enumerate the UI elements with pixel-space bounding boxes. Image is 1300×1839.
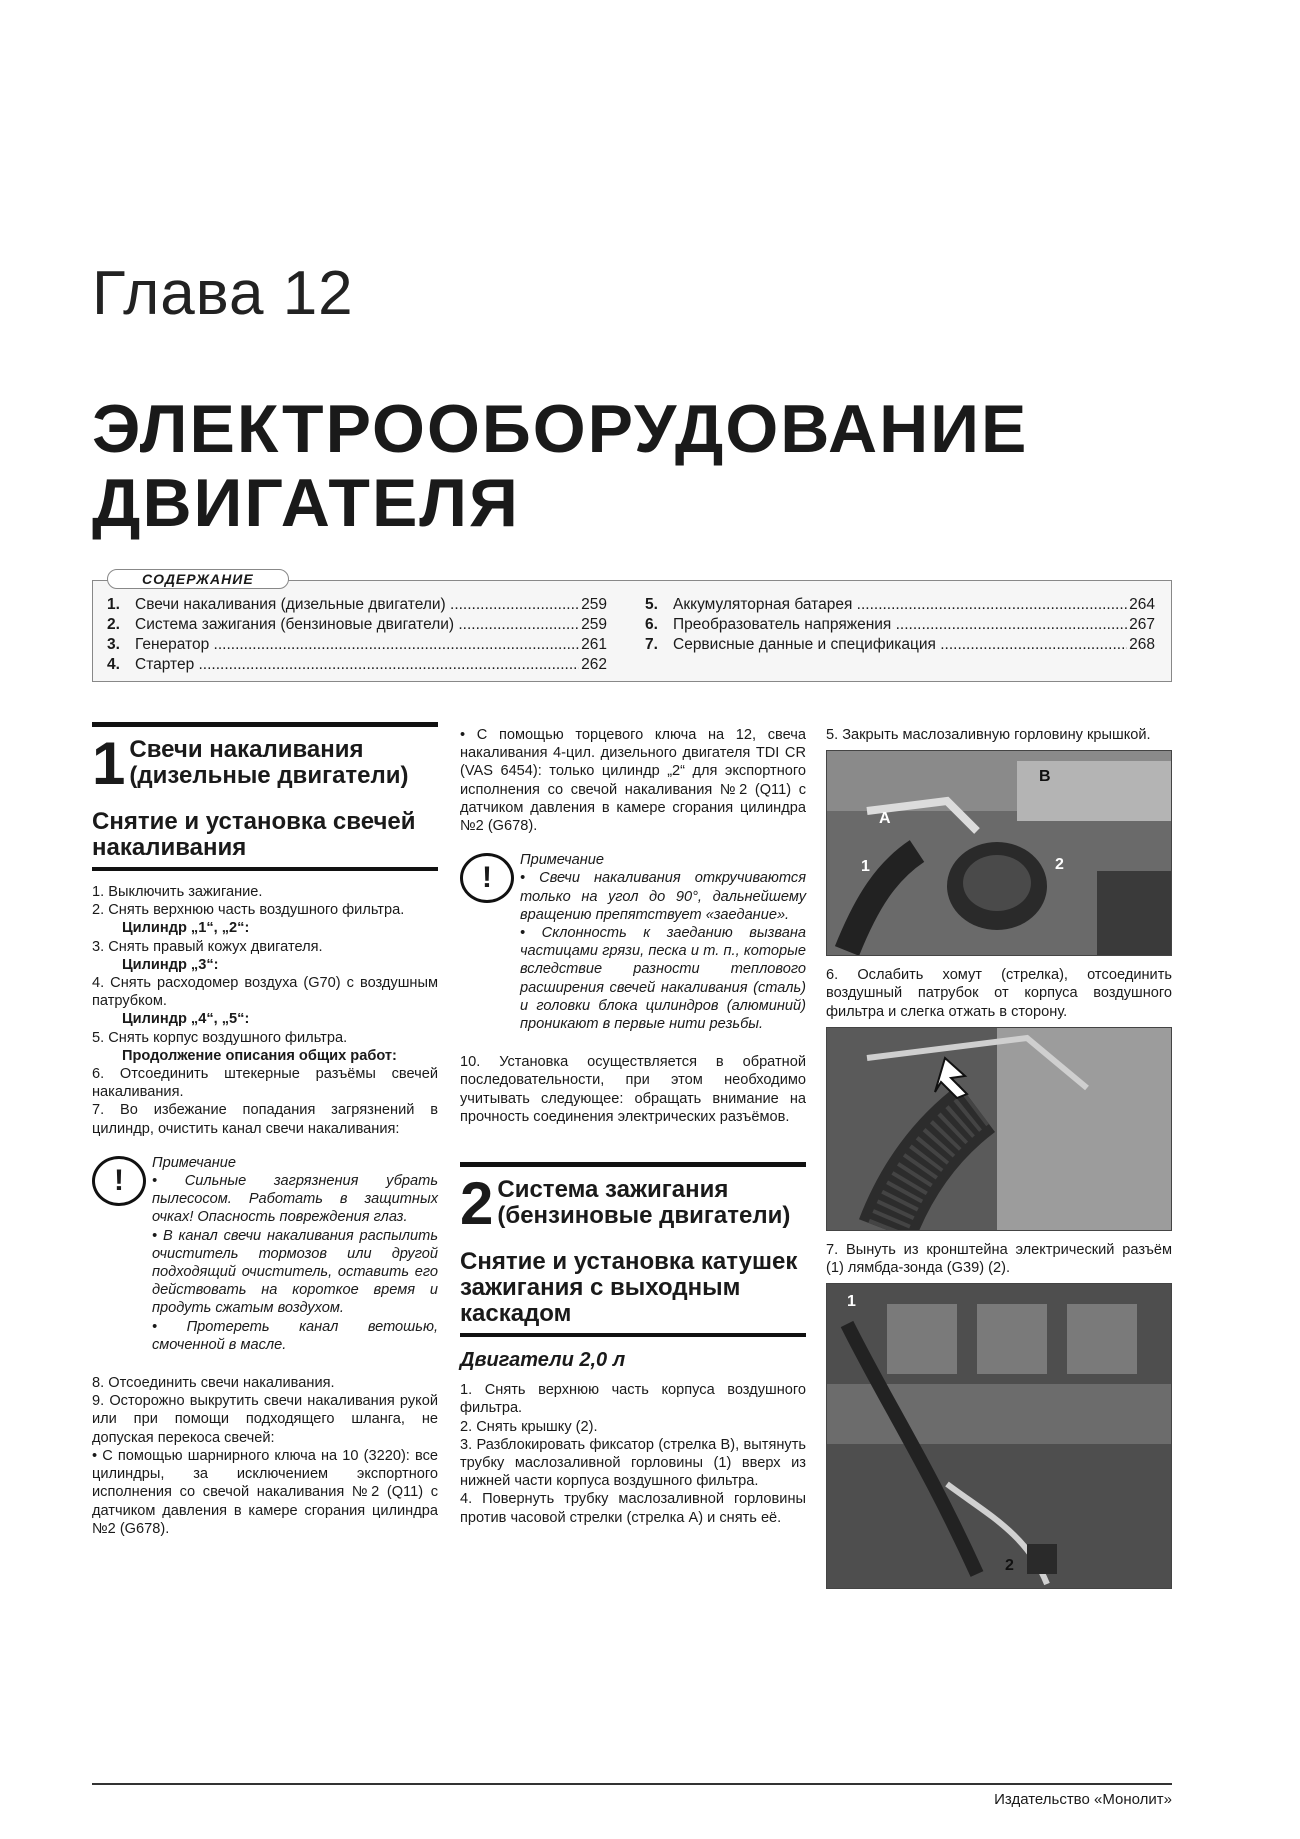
column-1 bbox=[92, 722, 438, 1538]
toc-entry[interactable]: 1. Свечи накаливания (дизельные двигатели) ..... 259 bbox=[107, 595, 607, 615]
photo-label-1: 1 bbox=[861, 858, 870, 876]
section-title: Свечи накаливания (дизельные двигатели) bbox=[129, 736, 409, 789]
toc-entry[interactable]: 6. Преобразователь напряжения ..... 267 bbox=[645, 615, 1155, 635]
engine-photo-1 bbox=[826, 750, 1172, 956]
note-text: • В канал свечи накаливания распылить очиститель тормозов или другой подходящий очиститель, оставить его действовать на короткое время и продуть сжатым воздухом. bbox=[152, 1227, 438, 1317]
toc-left-column bbox=[107, 595, 607, 675]
note-text: • Протереть канал ветошью, смоченной в масле. bbox=[152, 1318, 438, 1353]
column-3 bbox=[826, 726, 1172, 1599]
chapter-title-line2: ДВИГАТЕЛЯ bbox=[92, 465, 520, 541]
step: 3. Снять правый кожух двигателя. bbox=[92, 938, 323, 955]
subsection-heading: Снятие и установка свечей накаливания bbox=[92, 809, 438, 871]
footer-divider bbox=[92, 1783, 1172, 1785]
chapter-heading: Глава 12 bbox=[92, 259, 354, 328]
toc-label: СОДЕРЖАНИЕ bbox=[107, 569, 289, 589]
step: 1. Выключить зажигание. bbox=[92, 884, 263, 900]
toc-entry[interactable]: 5. Аккумуляторная батарея ..... 264 bbox=[645, 595, 1155, 615]
table-of-contents bbox=[92, 571, 1172, 682]
toc-right-column bbox=[645, 595, 1155, 655]
subsection-heading: Снятие и установка катушек зажигания с выходным каскадом bbox=[460, 1249, 806, 1337]
step-subheading: Цилиндр „1“, „2“: bbox=[122, 920, 250, 937]
note-text: • Склонность к заеданию вызвана частицами грязи, песка и т. п., которые вследствие разности теплового расширения свечей накаливания (сталь) и головки блока цилиндров (алюминий) проникают в первые нити резьбы. bbox=[520, 925, 806, 1033]
note-block bbox=[92, 1154, 438, 1354]
step: 7. Во избежание попадания загрязнений в цилиндр, очистить канал свечи накаливания: bbox=[92, 1102, 438, 1137]
step: 4. Повернуть трубку маслозаливной горловины против часовой стрелки (стрелка A) и снять её. bbox=[460, 1491, 806, 1526]
step: 10. Установка осуществляется в обратной последовательности, при этом необходимо учитывать следующее: обращать внимание на прочность соединения электрических разъёмов. bbox=[460, 1054, 806, 1125]
step: 7. Вынуть из кронштейна электрический разъём (1) лямбда-зонда (G39) (2). bbox=[826, 1241, 1172, 1277]
step: 3. Разблокировать фиксатор (стрелка B), вытянуть трубку маслозаливной горловины (1) вверх из нижней части корпуса воздушного фильтра. bbox=[460, 1436, 806, 1490]
section-number: 2 bbox=[460, 1170, 494, 1238]
step-subheading: Продолжение описания общих работ: bbox=[122, 1047, 397, 1064]
step: 1. Снять верхнюю часть корпуса воздушного фильтра. bbox=[460, 1382, 806, 1417]
note-label: Примечание bbox=[520, 852, 605, 869]
photo-label-A: A bbox=[879, 810, 891, 828]
toc-entry[interactable]: 4. Стартер ..... 262 bbox=[107, 655, 607, 675]
warning-icon: ! bbox=[460, 853, 514, 903]
step-subheading: Цилиндр „3“: bbox=[122, 956, 219, 973]
photo-label-2: 2 bbox=[1055, 856, 1064, 874]
section-1-header bbox=[92, 722, 438, 797]
step: 2. Снять крышку (2). bbox=[460, 1418, 598, 1435]
chapter-title-line1: ЭЛЕКТРООБОРУДОВАНИЕ bbox=[92, 391, 1029, 467]
engine-photo-2 bbox=[826, 1027, 1172, 1231]
step: 6. Ослабить хомут (стрелка), отсоединить воздушный патрубок от корпуса воздушного фильтра и слегка отжать в сторону. bbox=[826, 967, 1172, 1020]
engine-photo-3 bbox=[826, 1283, 1172, 1589]
photo-label-B: B bbox=[1039, 768, 1051, 786]
step: 5. Снять корпус воздушного фильтра. bbox=[92, 1029, 348, 1046]
step-subheading: Цилиндр „4“, „5“: bbox=[122, 1011, 250, 1028]
column-2 bbox=[460, 726, 806, 1527]
step: 4. Снять расходомер воздуха (G70) с воздушным патрубком. bbox=[92, 975, 438, 1010]
engine-heading: Двигатели 2,0 л bbox=[460, 1349, 626, 1372]
toc-entry[interactable]: 7. Сервисные данные и спецификация ..... 268 bbox=[645, 635, 1155, 655]
photo-label-1: 1 bbox=[847, 1293, 856, 1311]
section-title: Система зажигания (бензиновые двигатели) bbox=[497, 1176, 791, 1230]
toc-entry[interactable]: 2. Система зажигания (бензиновые двигатели) ..... 259 bbox=[107, 615, 607, 635]
step: • С помощью шарнирного ключа на 10 (3220): все цилиндры, за исключением экспортного исполнения со свечой накаливания №2 (Q11) с датчиком давления в камере сгорания цилиндра №2 (G678). bbox=[92, 1447, 438, 1537]
warning-icon: ! bbox=[92, 1156, 146, 1206]
note-block bbox=[460, 851, 806, 1033]
note-text: • Сильные загрязнения убрать пылесосом. Работать в защитных очках! Опасность повреждения глаз. bbox=[152, 1173, 438, 1226]
step: • С помощью торцевого ключа на 12, свеча накаливания 4-цил. дизельного двигателя TDI CR (VAS 6454): только цилиндр „2“ для экспортного исполнения со свечой накаливания №2 (Q11) с датчиком давления в камере сгорания цилиндра №2 (G678). bbox=[460, 727, 806, 835]
note-text: • Свечи накаливания откручиваются только на угол до 90°, дальнейшему вращению препятствует «заедание». bbox=[520, 870, 806, 923]
chapter-title bbox=[92, 392, 1192, 540]
publisher-footer: Издательство «Монолит» bbox=[994, 1791, 1172, 1808]
note-label: Примечание bbox=[152, 1154, 237, 1171]
toc-entry[interactable]: 3. Генератор ..... 261 bbox=[107, 635, 607, 655]
section-2-header bbox=[460, 1162, 806, 1238]
step: 2. Снять верхнюю часть воздушного фильтра. bbox=[92, 902, 405, 919]
step: 6. Отсоединить штекерные разъёмы свечей накаливания. bbox=[92, 1066, 438, 1101]
step: 9. Осторожно выкрутить свечи накаливания рукой или при помощи подходящего шланга, не допуская перекоса свечей: bbox=[92, 1393, 438, 1446]
photo-label-2: 2 bbox=[1005, 1557, 1014, 1575]
step: 8. Отсоединить свечи накаливания. bbox=[92, 1375, 335, 1392]
section-number: 1 bbox=[92, 730, 126, 797]
step: 5. Закрыть маслозаливную горловину крышкой. bbox=[826, 727, 1151, 743]
